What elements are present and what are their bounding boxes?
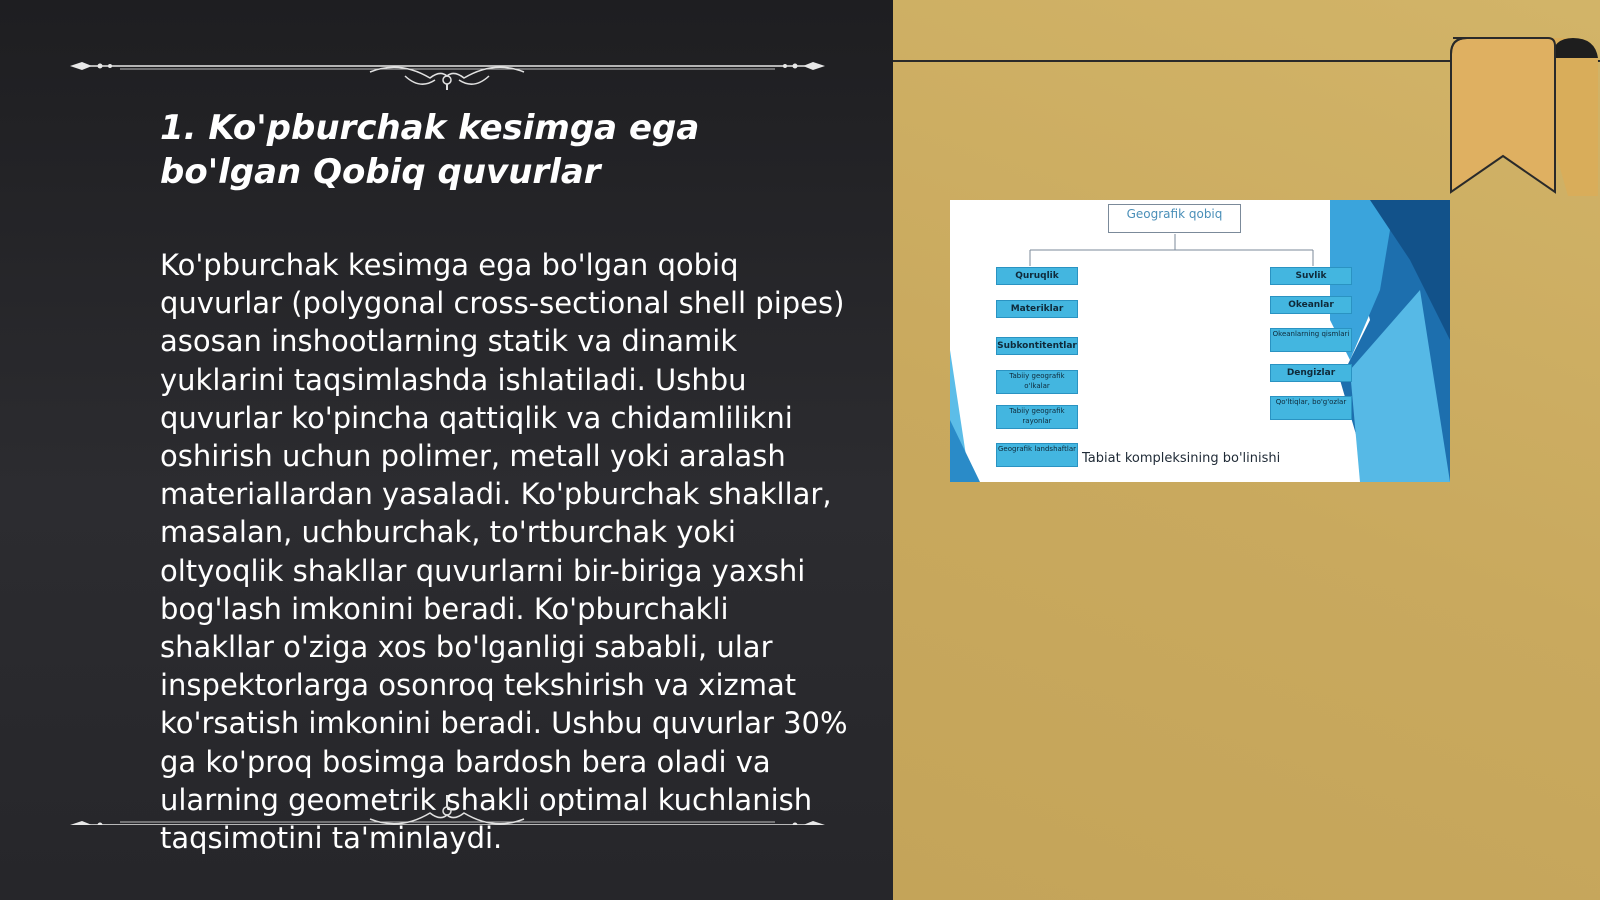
diagram-node-right: Qo'ltiqlar, bo'g'ozlar xyxy=(1270,396,1352,420)
ornament-divider-top-icon xyxy=(70,50,825,90)
diagram-root-node: Geografik qobiq xyxy=(1108,204,1241,233)
ornament-divider-bottom-icon xyxy=(70,785,825,825)
diagram-caption: Tabiat kompleksining bo'linishi xyxy=(1082,451,1281,466)
slide-title: 1. Ko'pburchak kesimga ega bo'lgan Qobiq quvurlar xyxy=(160,108,700,192)
diagram-node-left: Subkontitentlar xyxy=(996,337,1078,355)
diagram-node-right: Okeanlarning qismlari xyxy=(1270,328,1352,352)
slide-body-text: Ko'pburchak kesimga ega bo'lgan qobiq quvurlar (polygonal cross-sectional shell pipes) asosan inshootlarning statik va dinamik yuklarini taqsimlashda ishlatiladi. Ushbu quvurlar ko'pincha qattiqlik va chidamlilikni oshirish uchun polimer, metall yoki aralash materiallardan yasaladi. Ko'pburchak shakllar, masalan, uchburchak, to'rtburchak yoki oltyoqlik shakllar quvurlarni bir-biriga yaxshi bog'lash imkonini beradi. Ko'pburchakli shakllar o'ziga xos bo'lganligi sababli, ular inspektorlarga osonroq tekshirish va xizmat ko'rsatish imkonini beradi. Ushbu quvurlar 30% ga ko'proq bosimga bardosh bera oladi va ularning geometrik shakli optimal kuchlanish taqsimotini ta'minlaydi. xyxy=(160,248,848,856)
bookmark-ribbon-icon xyxy=(1433,36,1600,196)
diagram-node-right: Okeanlar xyxy=(1270,296,1352,314)
diagram-node-left: Materiklar xyxy=(996,300,1078,318)
diagram-node-left: Geografik landshaftlar xyxy=(996,443,1078,467)
diagram-node-left: Quruqlik xyxy=(996,267,1078,285)
diagram-node-left: Tabiiy geografik o'lkalar xyxy=(996,370,1078,394)
diagram-node-right: Suvlik xyxy=(1270,267,1352,285)
diagram-node-right: Dengizlar xyxy=(1270,364,1352,382)
diagram-node-left: Tabiiy geografik rayonlar xyxy=(996,405,1078,429)
embedded-diagram-image xyxy=(950,200,1450,482)
